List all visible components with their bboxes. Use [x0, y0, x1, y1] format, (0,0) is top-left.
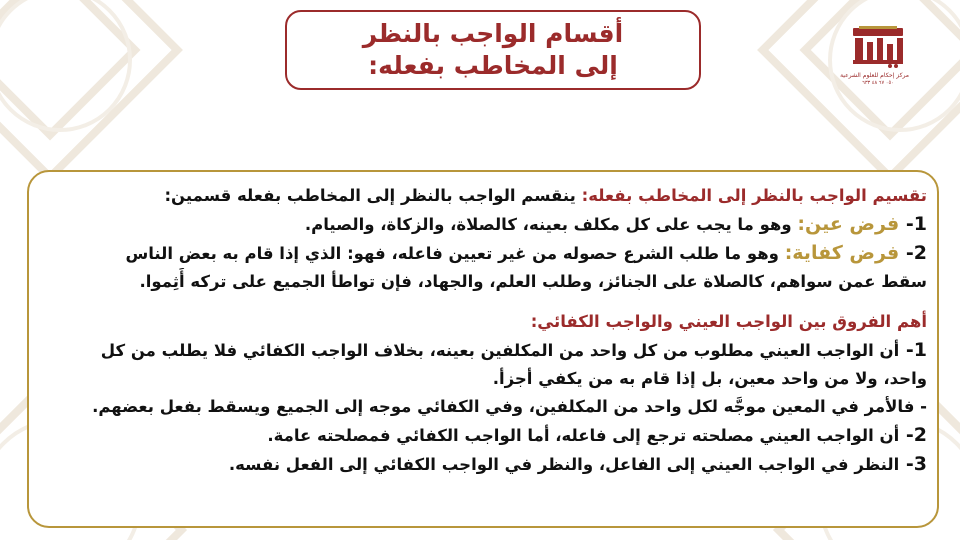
difference-2-text: أن الواجب العيني مصلحته ترجع إلى فاعله، أما الواجب الكفائي فمصلحته عامة.: [267, 426, 900, 445]
fard-ayn-text: وهو ما يجب على كل مكلف بعينه، كالصلاة، والزكاة، والصيام.: [304, 215, 798, 234]
page-title-line-2: إلى المخاطب بفعله:: [368, 51, 618, 80]
difference-2-line: [43, 421, 927, 450]
difference-3-line: [43, 450, 927, 479]
title-box: [285, 10, 701, 90]
difference-1-number: 1-: [899, 339, 927, 361]
difference-1-continuation: واحد، ولا من واحد معين، بل إذا قام به من يكفي أجزأ.: [492, 369, 927, 388]
page-title-line-1: أقسام الواجب بالنظر: [362, 19, 624, 48]
section2-heading: أهم الفروق بين الواجب العيني والواجب الكفائي:: [530, 312, 927, 331]
difference-3-number: 3-: [899, 453, 927, 475]
fard-kifaya-line: [43, 239, 927, 268]
section1-heading: تقسيم الواجب بالنظر إلى المخاطب بفعله:: [581, 186, 927, 205]
difference-3-text: النظر في الواجب العيني إلى الفاعل، والنظر في الواجب الكفائي إلى الفعل نفسه.: [228, 455, 900, 474]
logo-subtitle: مركز إحكام للعلوم الشرعية: [840, 72, 909, 79]
difference-1-line: [43, 336, 927, 365]
fard-ayn-number: 1-: [899, 213, 927, 235]
fard-ayn-label: فرض عين:: [797, 213, 900, 235]
logo-number: ٠٥٠ ٦٧ ٤٨ ٦٣٣: [862, 80, 894, 86]
fard-kifaya-number: 2-: [899, 242, 927, 264]
fard-kifaya-continuation: سقط عمن سواهم، كالصلاة على الجنائز، وطلب العلم، والجهاد، فإن تواطأ الجميع على تركه أَثِموا.: [139, 272, 927, 291]
section-gap: [43, 296, 927, 308]
content-box: [27, 170, 939, 528]
logo-mark: [847, 26, 909, 70]
section1-intro: ينقسم الواجب بالنظر إلى المخاطب بفعله قسمين:: [164, 186, 582, 205]
difference-1-text: أن الواجب العيني مطلوب من كل واحد من المكلفين بعينه، بخلاف الواجب الكفائي فلا يطلب من كل: [100, 341, 900, 360]
section1-heading-line: [43, 182, 927, 210]
fard-kifaya-text: وهو ما طلب الشرع حصوله من غير تعيين فاعله، فهو: الذي إذا قام به بعض الناس: [125, 244, 785, 263]
fard-ayn-line: [43, 210, 927, 239]
brand-logo: [840, 26, 909, 96]
difference-1-note: - فالأمر في المعين موجَّه لكل واحد من المكلفين، وفي الكفائي موجه إلى الجميع ويسقط بفعل بعضهم.: [92, 397, 927, 416]
difference-2-number: 2-: [899, 424, 927, 446]
fard-kifaya-label: فرض كفاية:: [784, 242, 900, 264]
